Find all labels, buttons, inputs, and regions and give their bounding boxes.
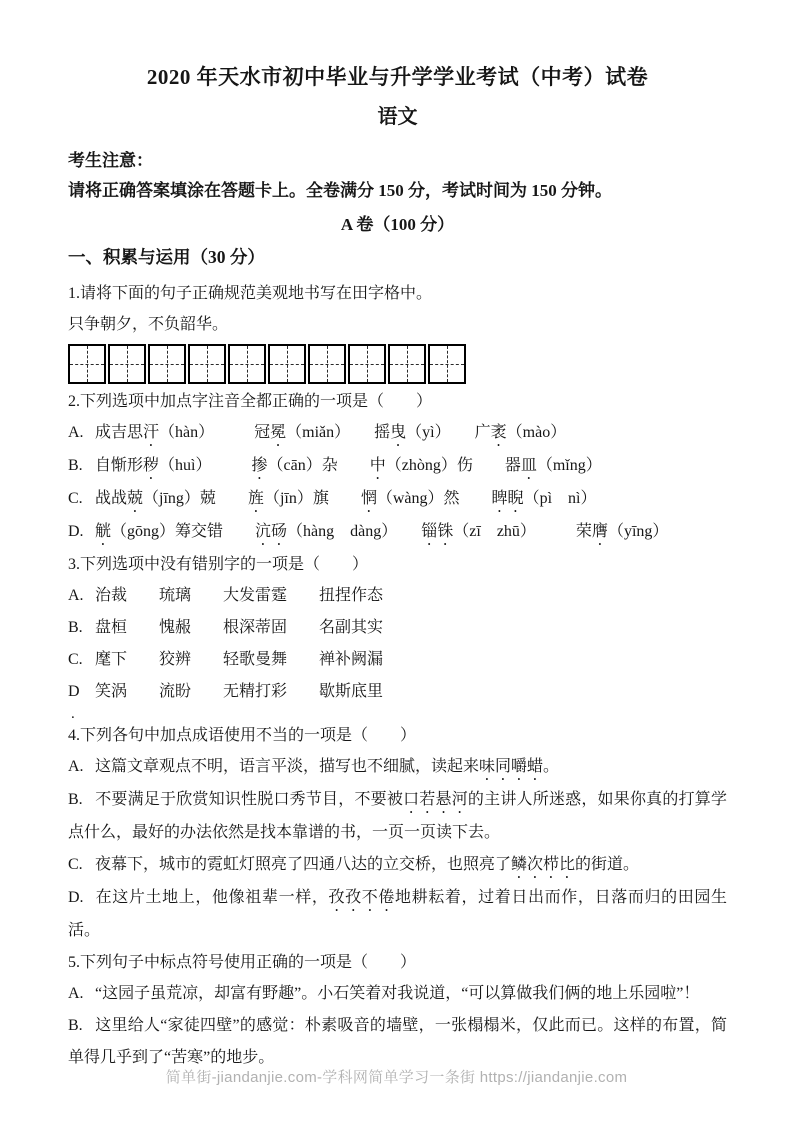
q4-option-d [68,882,727,947]
q2-option-b [68,450,727,483]
text-run: 不要满足于欣赏知识性脱口秀节目，不要被 [95,791,404,808]
emphasized-chars: 曳 [390,424,407,441]
q1-stem: 1.请将下面的句子正确规范美观地书写在田字格中。 [68,285,433,302]
text-run: 。 [543,758,560,775]
exam-title: 2020 年天水市初中毕业与升学学业考试（中考）试卷 [146,65,649,89]
emphasized-chars: 兢 [127,490,144,507]
emphasized-chars: 掺 [251,457,268,474]
q3-stem: 3.下列选项中没有错别字的一项是（ ） [68,556,369,573]
option-label: A. [68,424,84,441]
emphasized-chars: 味同嚼蜡 [479,758,544,775]
option-text [95,523,668,540]
option-text [95,457,602,474]
tianzige-writing-grid [68,344,727,384]
option-label: A. [68,985,84,1002]
tianzige-cell [148,344,186,384]
text-run: 战战 [95,490,128,507]
text-run: （miǎn） 摇 [286,424,391,441]
text-run: （gōng）筹交错 [111,523,256,540]
option-text: 治裁 琉璃 大发雷霆 扭捏作态 [95,587,384,604]
q4-option-a [68,751,727,784]
notice-text: 请将正确答案填涂在答题卡上。全卷满分 150 分，考试时间为 150 分钟。 [68,181,612,200]
notice-label: 考生注意： [68,151,153,170]
text-run: 的街道。 [575,856,640,873]
emphasized-chars: 鳞次栉比 [511,856,576,873]
text-run: （jīng）兢 [143,490,248,507]
question-3 [68,549,727,720]
option-text: “这园子虽荒凉，却富有野趣”。小石笑着对我说道，“可以算做我们俩的地上乐园啦”！ [95,985,700,1002]
q2-option-c [68,483,727,516]
emphasized-chars: 惘 [360,490,377,507]
text-run: 自惭形 [95,457,144,474]
option-label: B. [68,791,83,808]
option-text: 盘桓 愧赧 根深蒂固 名副其实 [95,619,384,636]
q2-option-a [68,417,727,450]
tianzige-cell [428,344,466,384]
option-text [95,758,559,775]
text-run: （mǐng） [536,457,602,474]
emphasized-chars: 沆砀 [255,523,288,540]
option-text: 这里给人“家徒四壁”的感觉：朴素吸音的墙壁，一张榻榻米，仅此而已。这样的布置，简单得几乎到了“苦寒”的地步。 [68,1017,727,1066]
emphasized-chars: 膺 [591,523,608,540]
option-text: 麾下 狡辨 轻歌曼舞 褝补阙漏 [95,651,384,668]
q3-option-a [68,580,727,612]
emphasized-chars: 旌 [247,490,264,507]
tianzige-cell [68,344,106,384]
option-label: A. [68,758,84,775]
emphasized-chars: 袤 [490,424,507,441]
question-1 [68,278,727,384]
option-text [95,856,639,873]
tianzige-cell [228,344,266,384]
option-label: D [68,683,80,700]
emphasized-chars: 中 [369,457,386,474]
q5-stem: 5.下列句子中标点符号使用正确的一项是（ ） [68,954,417,971]
emphasized-chars: 睥睨 [491,490,524,507]
q3-option-d [68,676,727,708]
option-text [68,791,727,841]
text-run: 成吉思 [95,424,144,441]
text-run: （hàn） 冠 [159,424,271,441]
option-label: B. [68,619,83,636]
q5-option-a [68,978,727,1010]
q2-option-d [68,516,727,549]
option-text [95,424,566,441]
option-text [95,490,596,507]
text-run: （yì） 广 [406,424,491,441]
tianzige-cell [268,344,306,384]
section-heading: 一、积累与运用（30 分） [68,247,265,267]
q1-sentence: 只争朝夕，不负韶华。 [68,316,229,333]
text-run: 这篇文章观点不明，语言平淡，描写也不细腻，读起来 [95,758,480,775]
q2-stem: 2.下列选项中加点字注音全都正确的一项是（ ） [68,393,433,410]
emphasized-chars: 锱铢 [421,523,454,540]
question-4 [68,720,727,947]
tianzige-cell [188,344,226,384]
text-run: （zhòng）伤 器 [385,457,521,474]
text-run: （wàng）然 [376,490,492,507]
option-label: B. [68,1017,83,1034]
emphasized-chars: 皿 [520,457,537,474]
q3-option-c [68,644,727,676]
option-text: 笑涡 流盼 无精打彩 歇斯底里 [95,683,384,700]
text-run: （cān）杂 [267,457,370,474]
text-run: （mào） [506,424,567,441]
text-run: （hàng dàng） [287,523,422,540]
emphasized-chars: 口若悬河 [403,791,468,808]
text-run: 地耕耘着，过着日出而作，日落而归的田园生活。 [68,889,727,939]
option-label: D. [68,889,84,906]
option-label: A. [68,587,84,604]
tianzige-cell [308,344,346,384]
text-run: 在这片土地上，他像祖辈一样， [95,889,329,906]
volume-heading: A 卷（100 分） [340,215,455,234]
option-label: C. [68,651,83,668]
q4-option-c [68,849,727,882]
text-run: （pì nì） [523,490,597,507]
q4-option-b [68,784,727,849]
emphasized-chars: 汗 [143,424,160,441]
text-run: （jīn）旗 [263,490,361,507]
q3-option-b [68,612,727,644]
emphasized-chars: 秽 [143,457,160,474]
emphasized-chars: 孜孜不倦 [328,889,395,906]
emphasized-chars: 冕 [270,424,287,441]
text-run: （huì） [159,457,252,474]
text-run: （zī zhū） 荣 [453,523,592,540]
option-label: C. [68,490,83,507]
tianzige-cell [348,344,386,384]
question-5 [68,947,727,1074]
question-2 [68,386,727,549]
stray-period: . [71,706,75,722]
tianzige-cell [108,344,146,384]
text-run: 夜幕下，城市的霓虹灯照亮了四通八达的立交桥，也照亮了 [95,856,512,873]
emphasized-chars: 觥 [95,523,112,540]
q5-option-b [68,1010,727,1074]
option-label: C. [68,856,83,873]
option-label: B. [68,457,83,474]
q4-stem: 4.下列各句中加点成语使用不当的一项是（ ） [68,727,417,744]
option-text [68,889,727,939]
exam-subject: 语文 [377,106,418,128]
tianzige-cell [388,344,426,384]
footer-watermark: 简单街-jiandanjie.com-学科网简单学习一条街 https://jiandanjie.com [165,1069,628,1086]
text-run: 的主讲人所迷惑，如果你真的打算学点什么，最好的办法依然是找本靠谱的书，一页一页读下去。 [68,791,727,841]
option-label: D. [68,523,84,540]
text-run: （yīng） [607,523,669,540]
